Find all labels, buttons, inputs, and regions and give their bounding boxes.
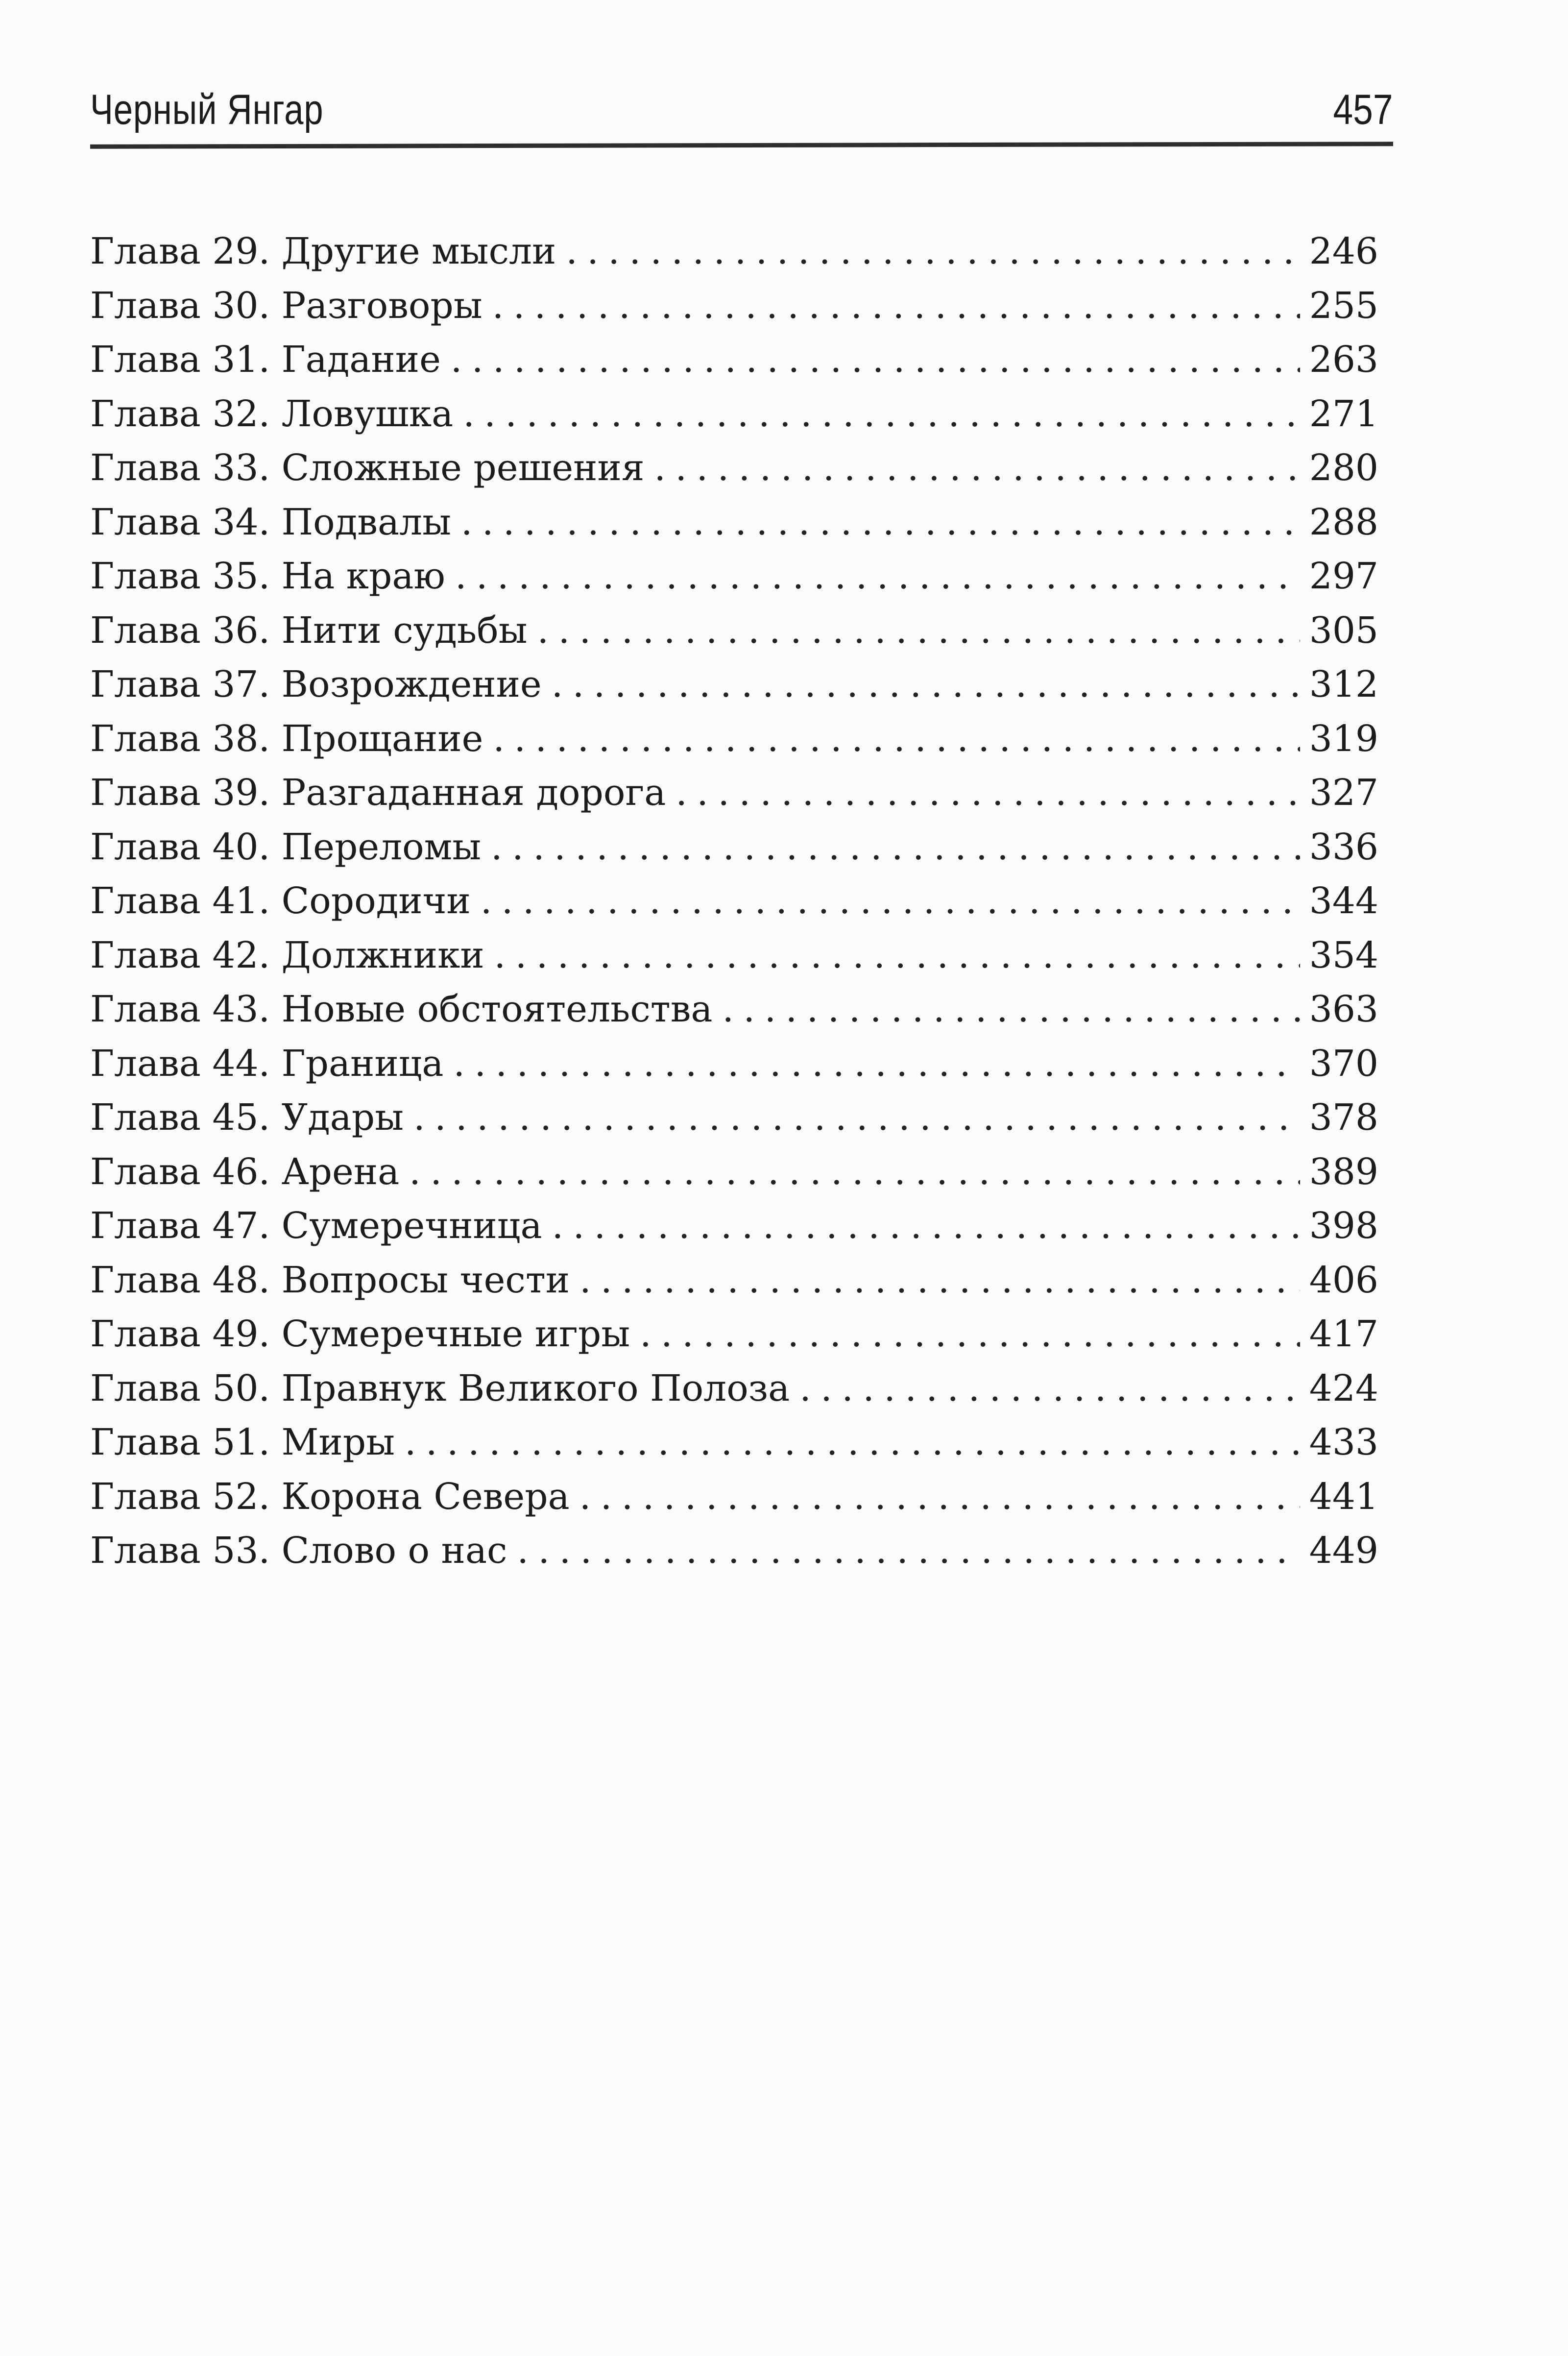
toc-entry-page: 305: [1309, 609, 1378, 652]
toc-entry: [90, 718, 1378, 772]
toc-entry: [90, 230, 1378, 285]
toc-entry-page: 327: [1309, 772, 1378, 814]
dot-leader: [405, 1421, 1300, 1463]
toc-entry: [90, 826, 1378, 880]
header-rule: [90, 142, 1393, 149]
toc-entry-page: 370: [1309, 1042, 1378, 1085]
toc-entry-title: Глава 43. Новые обстоятельства: [90, 988, 713, 1030]
dot-leader: [640, 1313, 1300, 1355]
toc-entry-page: 288: [1309, 501, 1378, 543]
toc-entry: [90, 1476, 1378, 1530]
toc-entry-page: 255: [1309, 284, 1378, 327]
toc-entry-page: 406: [1309, 1259, 1378, 1301]
toc-entry-title: Глава 53. Слово о нас: [90, 1530, 507, 1572]
toc-entry-title: Глава 45. Удары: [90, 1096, 404, 1139]
toc-entry-title: Глава 49. Сумеречные игры: [90, 1313, 630, 1355]
toc-entry: [90, 663, 1378, 718]
toc-entry-title: Глава 39. Разгаданная дорога: [90, 772, 666, 814]
toc-entry-page: 271: [1309, 392, 1378, 435]
dot-leader: [455, 555, 1300, 597]
dot-leader: [493, 718, 1300, 760]
dot-leader: [675, 772, 1300, 814]
toc-entry-title: Глава 37. Возрождение: [90, 663, 542, 705]
dot-leader: [517, 1530, 1300, 1572]
toc-entry-title: Глава 44. Граница: [90, 1042, 444, 1085]
toc-entry: [90, 1367, 1378, 1422]
toc-entry: [90, 393, 1378, 447]
toc-entry: [90, 1313, 1378, 1367]
toc-entry-title: Глава 51. Миры: [90, 1421, 395, 1463]
toc-entry-page: 363: [1309, 988, 1378, 1030]
dot-leader: [537, 609, 1300, 652]
toc-entry-page: 280: [1309, 447, 1378, 489]
dot-leader: [654, 447, 1301, 489]
dot-leader: [463, 393, 1300, 435]
toc-entry: [90, 555, 1378, 609]
toc-entry: [90, 339, 1378, 393]
toc-entry: [90, 1043, 1378, 1097]
toc-entry: [90, 1151, 1378, 1205]
toc-entry-page: 398: [1309, 1205, 1378, 1247]
dot-leader: [799, 1367, 1300, 1409]
toc-entry-page: 312: [1309, 663, 1378, 705]
toc-entry-title: Глава 32. Ловушка: [90, 392, 454, 435]
dot-leader: [451, 339, 1300, 381]
page-number: 457: [1333, 86, 1393, 133]
toc-entry-title: Глава 48. Вопросы чести: [90, 1259, 570, 1301]
toc-entry: [90, 772, 1378, 826]
toc-entry-page: 433: [1309, 1421, 1378, 1463]
toc-entry-title: Глава 52. Корона Севера: [90, 1475, 570, 1518]
toc-entry: [90, 880, 1378, 934]
toc-entry: [90, 1530, 1378, 1584]
toc-entry-page: 449: [1309, 1530, 1378, 1572]
toc-entry-title: Глава 34. Подвалы: [90, 501, 451, 543]
toc-entry-title: Глава 30. Разговоры: [90, 284, 482, 327]
dot-leader: [461, 501, 1300, 543]
toc-entry-page: 336: [1309, 826, 1378, 868]
toc-entry-page: 441: [1309, 1475, 1378, 1518]
toc-entry-title: Глава 33. Сложные решения: [90, 447, 645, 489]
toc-entry-title: Глава 47. Сумеречница: [90, 1205, 542, 1247]
toc-entry: [90, 934, 1378, 989]
dot-leader: [552, 663, 1300, 705]
toc-entry: [90, 1205, 1378, 1259]
toc-entry-title: Глава 50. Правнук Великого Полоза: [90, 1367, 790, 1409]
dot-leader: [494, 934, 1300, 976]
running-header-title: Черный Янгар: [90, 86, 324, 133]
toc-entry: [90, 1096, 1378, 1151]
toc-entry: [90, 285, 1378, 339]
toc-entry-page: 378: [1309, 1096, 1378, 1139]
toc-entry: [90, 1421, 1378, 1476]
table-of-contents: [90, 230, 1378, 1584]
dot-leader: [579, 1476, 1300, 1518]
toc-entry: [90, 1259, 1378, 1313]
dot-leader: [453, 1043, 1300, 1085]
toc-entry: [90, 988, 1378, 1043]
toc-entry: [90, 501, 1378, 556]
toc-entry-page: 354: [1309, 934, 1378, 976]
dot-leader: [413, 1096, 1300, 1139]
toc-entry-page: 263: [1309, 339, 1378, 381]
toc-entry-title: Глава 36. Нити судьбы: [90, 609, 528, 652]
toc-entry-page: 246: [1309, 230, 1378, 272]
dot-leader: [566, 230, 1300, 272]
dot-leader: [481, 880, 1300, 922]
toc-entry-title: Глава 46. Арена: [90, 1150, 400, 1193]
toc-entry-page: 297: [1309, 555, 1378, 597]
toc-entry-title: Глава 40. Переломы: [90, 826, 482, 868]
toc-entry-page: 389: [1309, 1150, 1378, 1193]
toc-entry-page: 417: [1309, 1313, 1378, 1355]
toc-entry-page: 319: [1309, 717, 1378, 760]
toc-entry-title: Глава 38. Прощание: [90, 717, 483, 760]
toc-entry-page: 424: [1309, 1367, 1378, 1409]
toc-entry-title: Глава 42. Должники: [90, 934, 484, 976]
toc-entry-title: Глава 35. На краю: [90, 555, 445, 597]
dot-leader: [552, 1205, 1300, 1247]
dot-leader: [579, 1259, 1300, 1301]
toc-entry-page: 344: [1309, 880, 1378, 922]
toc-entry-title: Глава 31. Гадание: [90, 339, 441, 381]
dot-leader: [491, 826, 1300, 868]
toc-entry: [90, 447, 1378, 501]
dot-leader: [723, 988, 1300, 1030]
toc-entry: [90, 609, 1378, 664]
dot-leader: [492, 285, 1300, 327]
dot-leader: [409, 1151, 1300, 1193]
toc-entry-title: Глава 29. Другие мысли: [90, 230, 556, 272]
toc-entry-title: Глава 41. Сородичи: [90, 880, 471, 922]
